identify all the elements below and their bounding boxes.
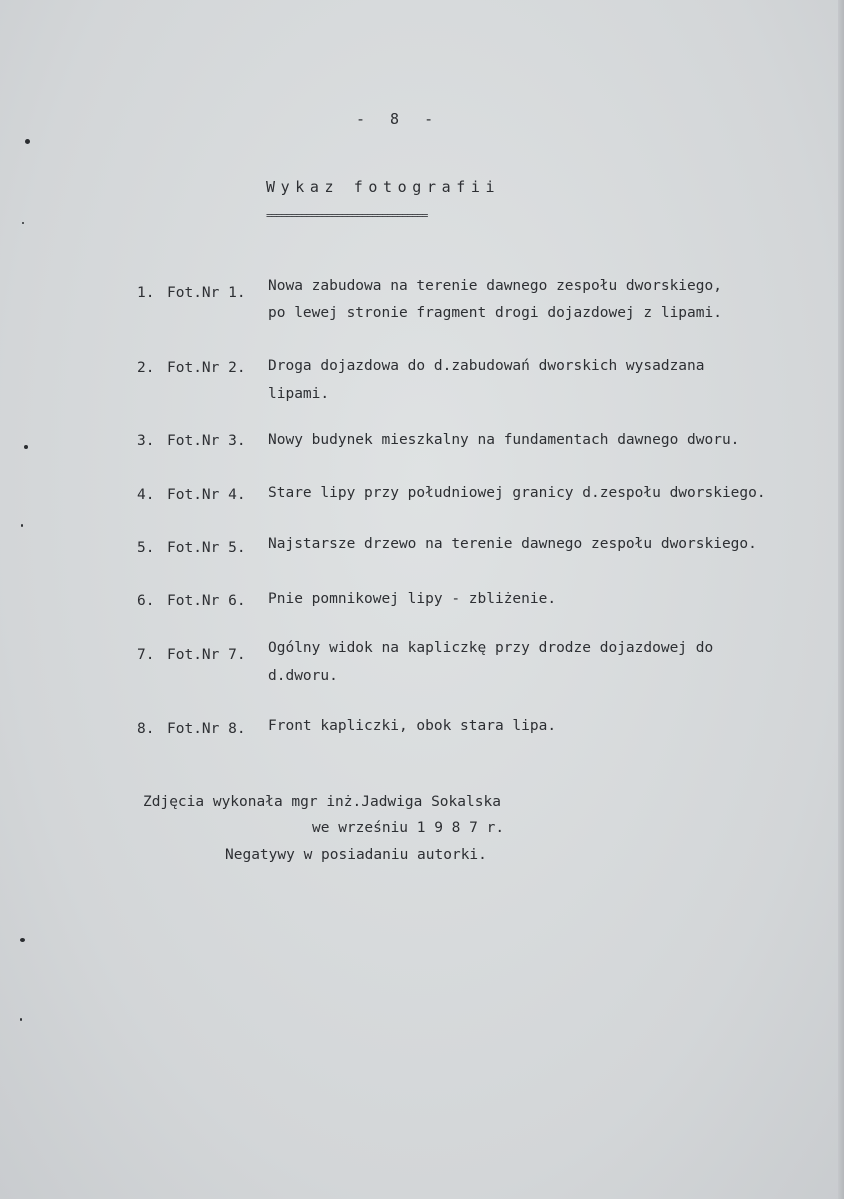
title-underline: ================================ [266,209,427,222]
punch-hole-mark [20,938,25,942]
list-item-number: 1. [137,285,155,301]
punch-hole-mark [24,445,28,449]
page-title: Wykaz fotografii [266,178,501,196]
punch-hole-mark [20,1018,22,1021]
photo-reference: Fot.Nr 3. [167,433,246,449]
photo-credit: Zdjęcia wykonała mgr inż.Jadwiga Sokalska [143,794,501,810]
list-item-number: 3. [137,433,155,449]
list-item-number: 7. [137,647,155,663]
page-edge-shadow [838,0,844,1199]
photo-description: Droga dojazdowa do d.zabudowań dworskich wysadzana [268,358,705,374]
punch-hole-mark [21,524,23,527]
list-item-number: 4. [137,487,155,503]
list-item-number: 6. [137,593,155,609]
photo-reference: Fot.Nr 7. [167,647,246,663]
photo-reference: Fot.Nr 8. [167,721,246,737]
photo-reference: Fot.Nr 2. [167,360,246,376]
photo-description: Najstarsze drzewo na terenie dawnego zespołu dworskiego. [268,536,757,552]
page-number: - 8 - [356,110,442,128]
photo-reference: Fot.Nr 4. [167,487,246,503]
photo-description: lipami. [268,386,330,402]
list-item-number: 5. [137,540,155,556]
photo-date: we wrześniu 1 9 8 7 r. [312,820,505,836]
punch-hole-mark [25,139,30,144]
punch-hole-mark [22,222,24,224]
photo-description: Front kapliczki, obok stara lipa. [268,718,557,734]
photo-description: Nowa zabudowa na terenie dawnego zespołu dworskiego, [268,278,722,294]
photo-description: Stare lipy przy południowej granicy d.zespołu dworskiego. [268,485,766,501]
negatives-note: Negatywy w posiadaniu autorki. [225,847,487,863]
photo-reference: Fot.Nr 1. [167,285,246,301]
list-item-number: 8. [137,721,155,737]
list-item-number: 2. [137,360,155,376]
photo-reference: Fot.Nr 6. [167,593,246,609]
photo-reference: Fot.Nr 5. [167,540,246,556]
photo-description: po lewej stronie fragment drogi dojazdowej z lipami. [268,305,722,321]
photo-description: Pnie pomnikowej lipy - zbliżenie. [268,591,557,607]
photo-description: Ogólny widok na kapliczkę przy drodze dojazdowej do [268,640,714,656]
photo-description: d.dworu. [268,668,338,684]
photo-description: Nowy budynek mieszkalny na fundamentach dawnego dworu. [268,432,740,448]
